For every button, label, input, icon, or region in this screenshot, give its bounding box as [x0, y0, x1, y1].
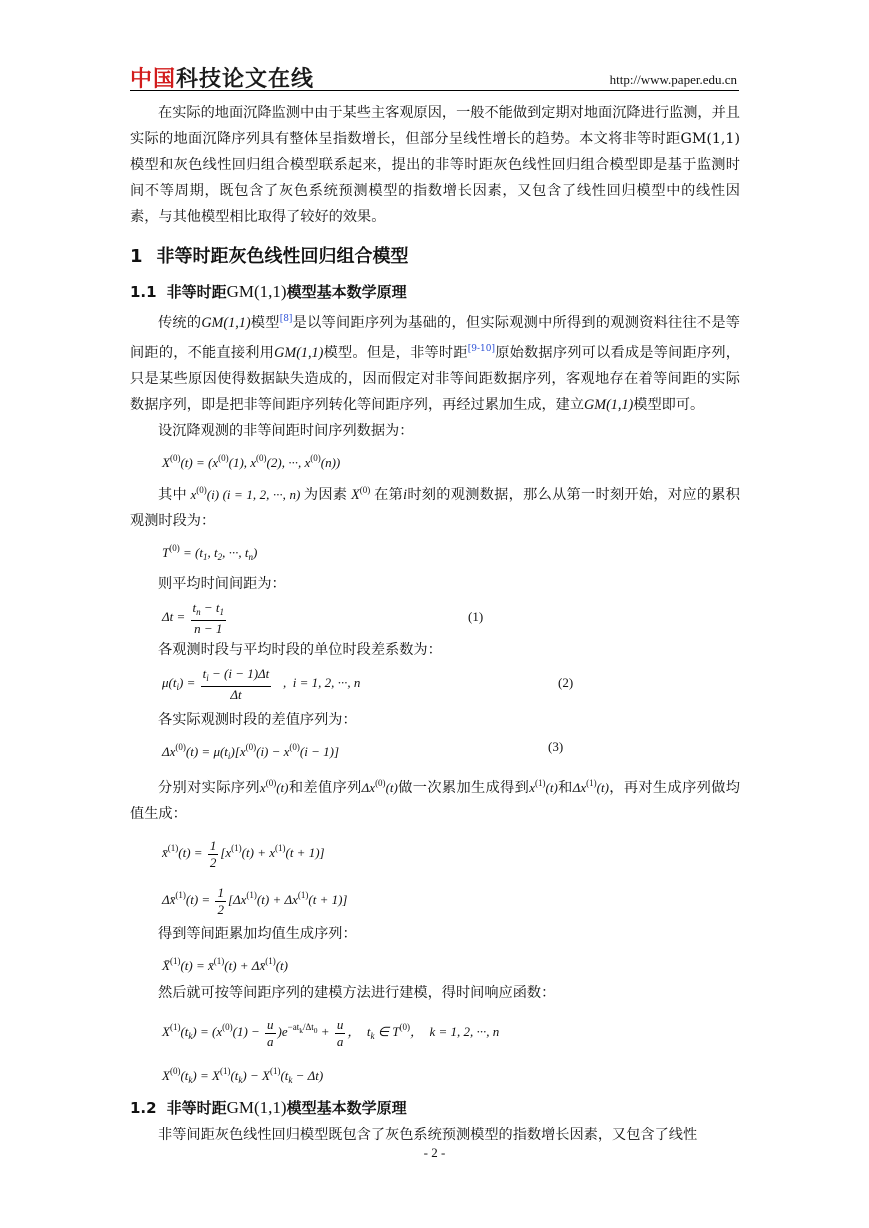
p7-c: 做一次累加生成得到 [397, 780, 530, 796]
equation-1: Δt = $\frac{t_n - t_1}{n - 1}$ (1) [130, 597, 740, 637]
p3-a: 其中 [158, 487, 187, 503]
p7-d: 和 [557, 780, 573, 796]
header-rule [130, 90, 739, 91]
subsection-heading-1-2 [130, 1094, 740, 1122]
p3-b: 为因素 [303, 487, 348, 503]
subsection-heading-1-1 [130, 278, 740, 306]
p1-gm3: GM(1,1) [584, 397, 634, 413]
p1-f: 模型即可。 [633, 397, 705, 413]
inline-math-x0t: $x^{(0)}(t)$ [259, 778, 289, 795]
equation-number-1: (1) [468, 609, 484, 624]
p1-e: 原始数据序列可以看成是等间距序列，只是某些原因使得数据缺失造成的，因而假定对非等间距数据序列，客观地存在着等间距的实际数据序列，即是把非等间距序列转化等间距序列，再经过累加生成，建立 [130, 345, 740, 413]
subsection-number: 1.1 [130, 283, 157, 301]
paragraph-equal-seq: 得到等间距累加均值生成序列： [158, 926, 357, 942]
p7-e: ，再对生成序列做均值生成： [130, 780, 740, 822]
subsection-number: 1.2 [130, 1099, 157, 1117]
header-url[interactable]: http://www.paper.edu.cn [609, 72, 737, 87]
page-number: - 2 - [423, 1145, 446, 1160]
equation-number-3: (3) [548, 739, 564, 754]
section-number: 1 [130, 246, 143, 267]
paragraph-gm-intro [130, 306, 740, 418]
p7-b: 和差值序列 [288, 780, 362, 796]
paragraph-response: 然后就可按等间距序列的建模方法进行建模，得时间响应函数： [158, 985, 556, 1001]
p3-d: 时刻的观测数据，那么从第一时刻开始，对应的累积观测时段为： [130, 487, 740, 529]
inline-math-i: i [403, 487, 408, 503]
p7-a: 分别对实际序列 [158, 780, 260, 796]
inline-math-x1t: $x^{(1)}(t)$ [529, 778, 558, 795]
logo-red-text: 中国 [130, 67, 177, 92]
p1-a: 传统的 [158, 315, 202, 331]
p1-gm2: GM(1,1) [274, 345, 324, 361]
p3-c: 在第 [374, 487, 404, 503]
equation-restore: $X^{(0)}(t_k) = X^{(1)}(t_k) - X^{(1)}(t_k - \Delta t)$ [162, 1066, 324, 1085]
p1-b: 模型 [250, 315, 280, 331]
subsection-gm: GM(1,1) [226, 282, 287, 301]
inline-math-xi: $x^{(0)}(i) (i = 1$, 2, ···, n) [186, 485, 304, 502]
p1-c: 是以等间距序列为基础的，但实际观测中所得到的观测资料往往不是等间距的，不能直接利用 [130, 315, 740, 361]
section-title: 非等时距灰色线性回归组合模型 [156, 246, 409, 267]
header-logo [130, 62, 314, 93]
paragraph-final: 非等间距灰色线性回归模型既包含了灰色系统预测模型的指数增长因素，又包含了线性 [158, 1127, 698, 1143]
equation-t0: $T^{(0)} = (t_1$, $t_2$, ···, $t_n$) [162, 543, 258, 562]
paragraph-where [130, 477, 740, 534]
equation-x0: $X^{(0)}(t) = (x^{(0)}(1)$, $x^{(0)}(2)$, ···, $x^{(0)}(n)$) [162, 453, 341, 470]
equation-mean-dx: Δx̄$^{(1)}$(t) = $\frac{1}{2}$ $[\Delta x^{(1)}(t) + \Delta x^{(1)}(t + 1)]$ [162, 884, 348, 917]
subsection-post: 模型基本数学原理 [286, 283, 407, 301]
equation-3: $\Delta x^{(0)}(t) = \mu(t_i)[x^{(0)}(i) - x^{(0)}(i - 1)]$ (3) [130, 733, 740, 770]
paragraph-avg: 则平均时间间距为： [158, 576, 286, 592]
paragraph-accumulate [130, 770, 740, 827]
paragraph-sequence: 设沉降观测的非等间距时间序列数据为： [158, 423, 414, 439]
subsection-pre: 非等时距 [166, 1099, 227, 1117]
inline-math-X0: $X^{(0)}$ [347, 485, 371, 503]
equation-number-2: (2) [558, 675, 574, 690]
section-heading [130, 242, 740, 272]
ref-link-9-10[interactable]: [9-10] [467, 344, 495, 354]
p1-gm: GM(1,1) [201, 315, 251, 331]
equation-response: $X^{(1)}(t_k) = (x^{(0)}(1)$ − $\frac{u}{a}$ )$e^{-at_k/\Delta t_0}$ + $\frac{u}{a}$ ， $t_k$ ∈ $T^{(0)}$， k = 1, 2, ···, n [162, 1016, 500, 1049]
equation-X1: X̄$^{(1)}$(t) = x̄$^{(1)}$(t) + Δx̄$^{(1)}$(t) [162, 956, 288, 973]
equation-2: $\mu(t_i)$ = $\frac{t_i - (i - 1)\Delta t}{\Delta t}$ , i = 1, 2, ···, n (2) [130, 663, 740, 707]
inline-math-dx1t: $\Delta x^{(1)}(t)$ [572, 778, 609, 795]
paragraph-diff: 各实际观测时段的差值序列为： [158, 712, 357, 728]
ref-link-8[interactable]: [8] [279, 314, 293, 324]
subsection-gm: GM(1,1) [226, 1098, 287, 1117]
equation-mean-x: x̄$^{(1)}$(t) = $\frac{1}{2}$ $[x^{(1)}(t) + x^{(1)}(t + 1)]$ [162, 837, 325, 870]
paragraph-coef: 各观测时段与平均时段的单位时段差系数为： [158, 642, 442, 658]
page-content [130, 100, 740, 1148]
intro-paragraph: 在实际的地面沉降监测中由于某些主客观原因，一般不能做到定期对地面沉降进行监测，并且实际的地面沉降序列具有整体呈指数增长，但部分呈线性增长的趋势。本文将非等时距GM(1,1)模型和灰色线性回归组合模型联系起来，提出的非等时距灰色线性回归组合模型即是基于监测时间不等周期，既包含了灰色系统预测模型的指数增长因素，又包含了线性回归模型中的线性因素，与其他模型相比取得了较好的效果。 [130, 105, 740, 225]
logo-black-text: 科技论文在线 [176, 67, 315, 92]
inline-math-dx0t: $\Delta x^{(0)}(t)$ [361, 778, 398, 795]
subsection-pre: 非等时距 [166, 283, 227, 301]
p1-d: 模型。但是，非等时距 [323, 345, 468, 361]
subsection-post: 模型基本数学原理 [286, 1099, 407, 1117]
